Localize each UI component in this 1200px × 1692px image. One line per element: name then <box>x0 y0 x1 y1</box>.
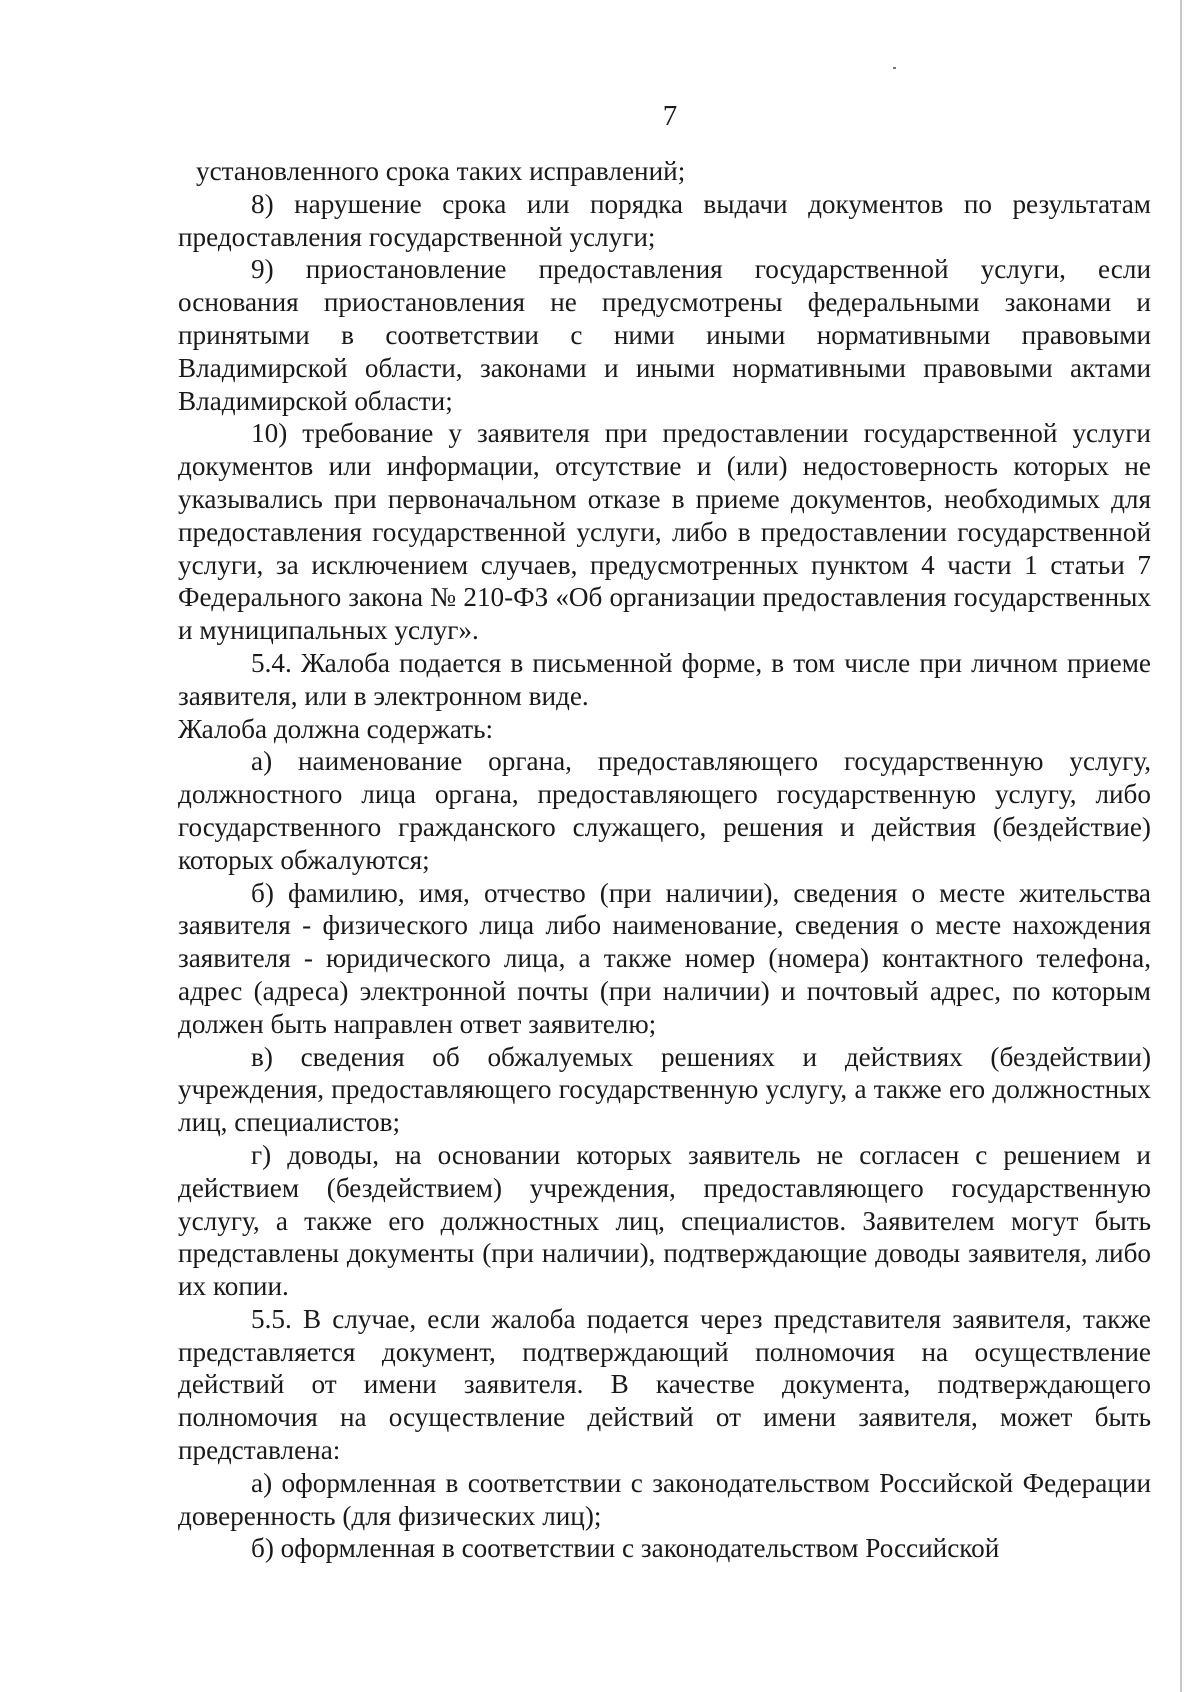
list-item-b: б) фамилию, имя, отчество (при наличии), сведения о месте жительства заявителя - физического лица либо наименование, сведения о месте нахождения заявителя - юридического лица, а также номер (номера) контактного телефона, адрес (адреса) электронной почты (при наличии) и почтовый адрес, по которым должен быть направлен ответ заявителю; <box>178 877 1151 1039</box>
list-item-b-power-of-attorney: б) оформленная в соответствии с законодательством Российской <box>251 1533 1000 1564</box>
scan-speck <box>893 67 896 69</box>
list-item-10: 10) требование у заявителя при предоставлении государственной услуги документов или информации, отсутствие и (или) недостоверность которых не указывались при первоначальном отказе в приеме документов, необходимых для предоставления государственной услуги, либо в предоставлении государственной услуги, за исключением случаев, предусмотренных пунктом 4 части 1 статьи 7 Федерального закона № 210-ФЗ «Об организации предоставления государственных и муниципальных услуг». <box>178 418 1151 646</box>
document-body <box>178 155 1151 1565</box>
clause-5-4: 5.4. Жалоба подается в письменной форме, в том числе при личном приеме заявителя, или в электронном виде. <box>178 647 1151 711</box>
list-item-a-power-of-attorney: а) оформленная в соответствии с законодательством Российской Федерации доверенность (для физических лиц); <box>178 1467 1151 1531</box>
list-item-a: а) наименование органа, предоставляющего государственную услугу, должностного лица органа, предоставляющего государственную услугу, либо государственного гражданского служащего, решения и действия (бездействие) которых обжалуются; <box>178 746 1151 875</box>
list-item-g: г) доводы, на основании которых заявитель не согласен с решением и действием (бездействием) учреждения, предоставляющего государственную услугу, а также его должностных лиц, специалистов. Заявителем могут быть представлены документы (при наличии), подтверждающие доводы заявителя, либо их копии. <box>178 1139 1151 1302</box>
paragraph-continuation: установленного срока таких исправлений; <box>196 156 686 186</box>
list-item-v: в) сведения об обжалуемых решениях и действиях (бездействии) учреждения, предоставляющего государственную услугу, а также его должностных лиц, специалистов; <box>178 1041 1151 1138</box>
complaint-contents-heading: Жалоба должна содержать: <box>178 713 494 744</box>
list-item-8: 8) нарушение срока или порядка выдачи документов по результатам предоставления государственной услуги; <box>178 188 1151 252</box>
clause-5-5: 5.5. В случае, если жалоба подается через представителя заявителя, также представляется документ, подтверждающий полномочия на осуществление действий от имени заявителя. В качестве документа, подтверждающего полномочия на осуществление действий от имени заявителя, может быть представлена: <box>178 1303 1151 1466</box>
page-number: 7 <box>662 100 678 132</box>
scan-edge-line <box>1180 0 1182 1692</box>
list-item-9: 9) приостановление предоставления государственной услуги, если основания приостановления не предусмотрены федеральными законами и принятыми в соответствии с ними иными нормативными правовыми Владимирской области, законами и иными нормативными правовыми актами Владимирской области; <box>178 254 1151 416</box>
